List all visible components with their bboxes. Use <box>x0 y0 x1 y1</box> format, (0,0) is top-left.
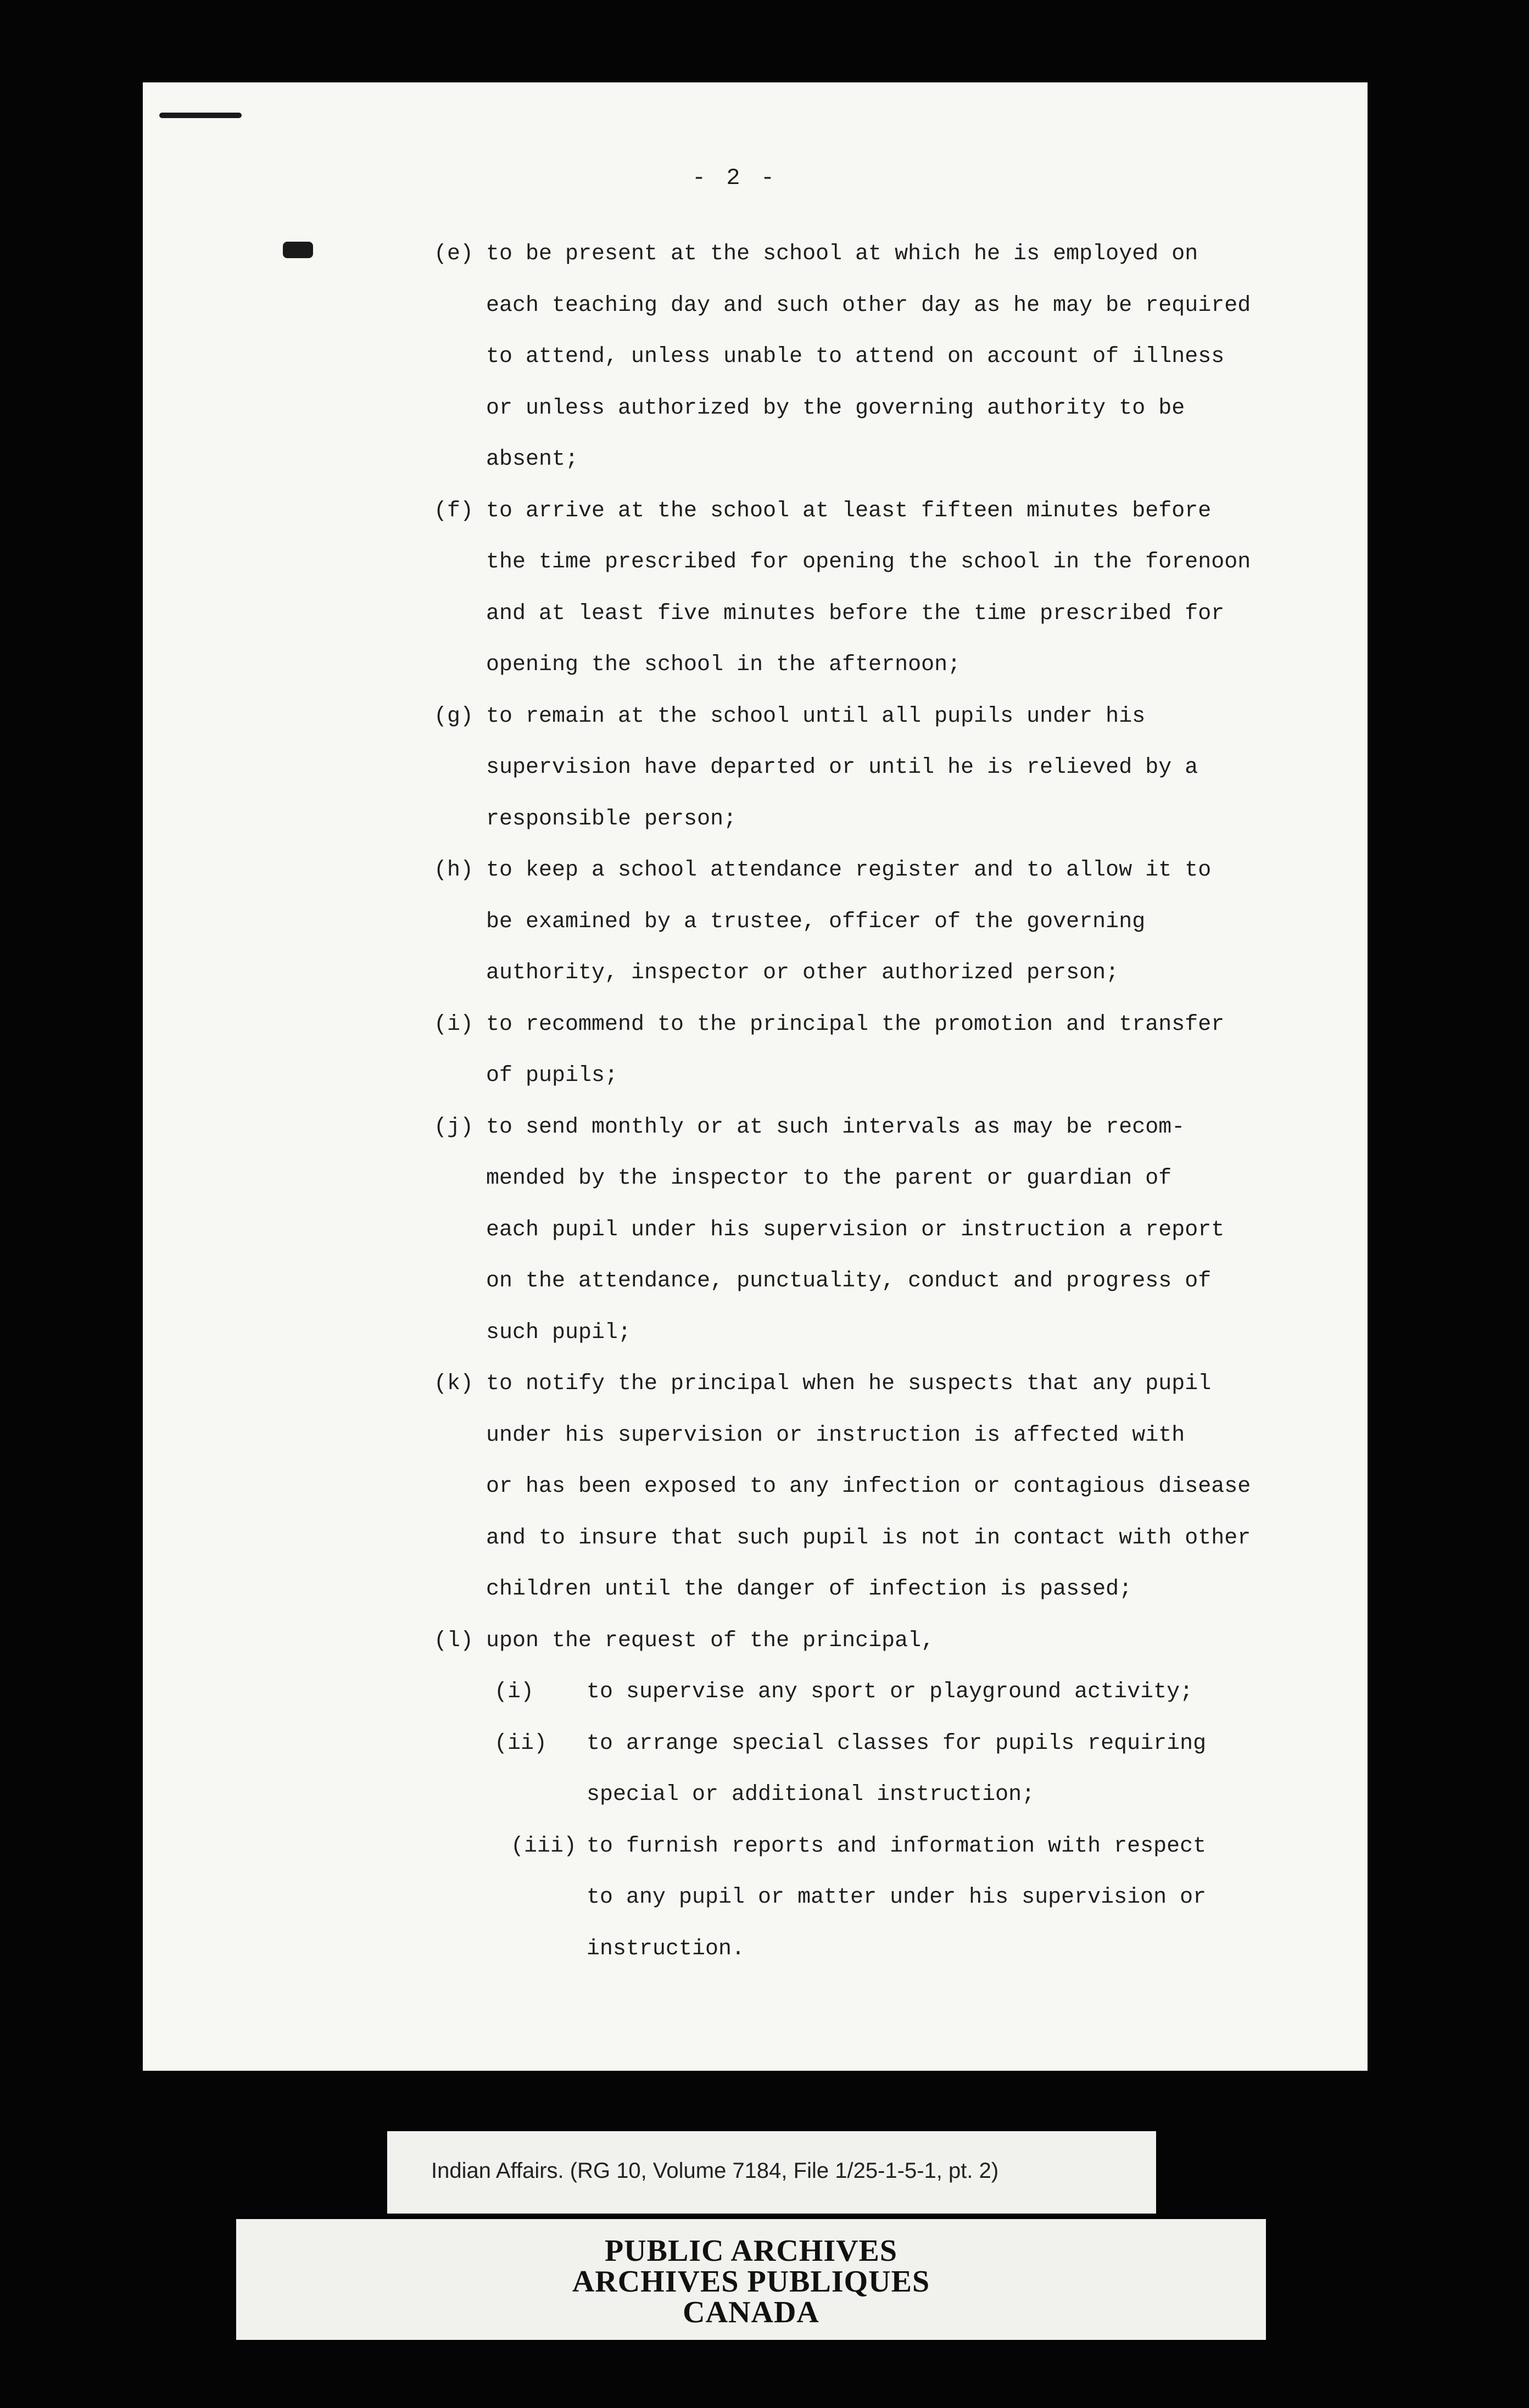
item-line: to recommend to the principal the promotion and transfer <box>486 1012 1225 1037</box>
ink-mark-top-left <box>159 113 242 118</box>
subitem-line: to arrange special classes for pupils requiring <box>587 1731 1207 1756</box>
item-line: under his supervision or instruction is affected with <box>486 1423 1185 1448</box>
item-label: (e) <box>434 242 474 266</box>
page-number: - 2 - <box>692 165 778 191</box>
source-label-strip <box>387 2131 1156 2214</box>
item-line: to be present at the school at which he is employed on <box>486 242 1198 266</box>
item-line: to arrive at the school at least fifteen minutes before <box>486 498 1212 523</box>
item-label: (k) <box>434 1372 474 1396</box>
subitem-line: instruction. <box>587 1936 745 1961</box>
ink-mark-margin <box>283 242 313 258</box>
item-line: opening the school in the afternoon; <box>486 653 961 677</box>
item-line: the time prescribed for opening the school in the forenoon <box>486 550 1251 575</box>
subitem-label: (iii) <box>511 1833 577 1859</box>
item-line: responsible person; <box>486 806 737 832</box>
item-label: (f) <box>434 498 474 523</box>
source-label: Indian Affairs. (RG 10, Volume 7184, File 1/25-1-5-1, pt. 2) <box>431 2159 999 2183</box>
item-line: authority, inspector or other authorized person; <box>486 961 1119 985</box>
item-line: supervision have departed or until he is relieved by a <box>486 755 1198 780</box>
item-line: of pupils; <box>486 1063 618 1088</box>
item-label: (j) <box>434 1114 474 1140</box>
item-label: (i) <box>434 1012 474 1037</box>
subitem-line: special or additional instruction; <box>587 1782 1035 1807</box>
stamp-line-2: ARCHIVES PUBLIQUES <box>572 2265 930 2299</box>
item-line: to send monthly or at such intervals as may be recom- <box>486 1114 1185 1140</box>
item-label: (g) <box>434 704 474 729</box>
item-line: to remain at the school until all pupils under his <box>486 704 1146 729</box>
item-line: mended by the inspector to the parent or guardian of <box>486 1166 1172 1191</box>
item-line: or has been exposed to any infection or contagious disease <box>486 1474 1251 1499</box>
item-line: upon the request of the principal, <box>486 1628 935 1653</box>
stamp-line-1: PUBLIC ARCHIVES <box>604 2234 898 2268</box>
item-line: be examined by a trustee, officer of the governing <box>486 909 1146 934</box>
item-line: on the attendance, punctuality, conduct and progress of <box>486 1269 1212 1294</box>
item-line: to notify the principal when he suspects that any pupil <box>486 1372 1212 1396</box>
item-line: children until the danger of infection is passed; <box>486 1577 1132 1602</box>
document-page <box>143 82 1368 2071</box>
subitem-label: (ii) <box>494 1731 548 1756</box>
item-label: (l) <box>434 1628 474 1653</box>
subitem-line: to any pupil or matter under his supervision or <box>587 1885 1207 1910</box>
item-line: or unless authorized by the governing authority to be <box>486 395 1185 421</box>
subitem-line: to supervise any sport or playground activity; <box>587 1680 1193 1704</box>
item-line: each pupil under his supervision or instruction a report <box>486 1217 1225 1242</box>
stamp-line-3: CANADA <box>683 2295 819 2329</box>
item-line: to attend, unless unable to attend on account of illness <box>486 344 1225 369</box>
item-label: (h) <box>434 858 474 883</box>
item-line: such pupil; <box>486 1320 632 1345</box>
subitem-line: to furnish reports and information with respect <box>587 1833 1207 1859</box>
item-line: and at least five minutes before the time prescribed for <box>486 601 1225 626</box>
archive-stamp <box>236 2219 1266 2340</box>
item-line: to keep a school attendance register and to allow it to <box>486 858 1212 883</box>
item-line: each teaching day and such other day as he may be required <box>486 293 1251 318</box>
item-line: and to insure that such pupil is not in contact with other <box>486 1525 1251 1551</box>
subitem-label: (i) <box>494 1680 534 1704</box>
item-line: absent; <box>486 447 579 472</box>
